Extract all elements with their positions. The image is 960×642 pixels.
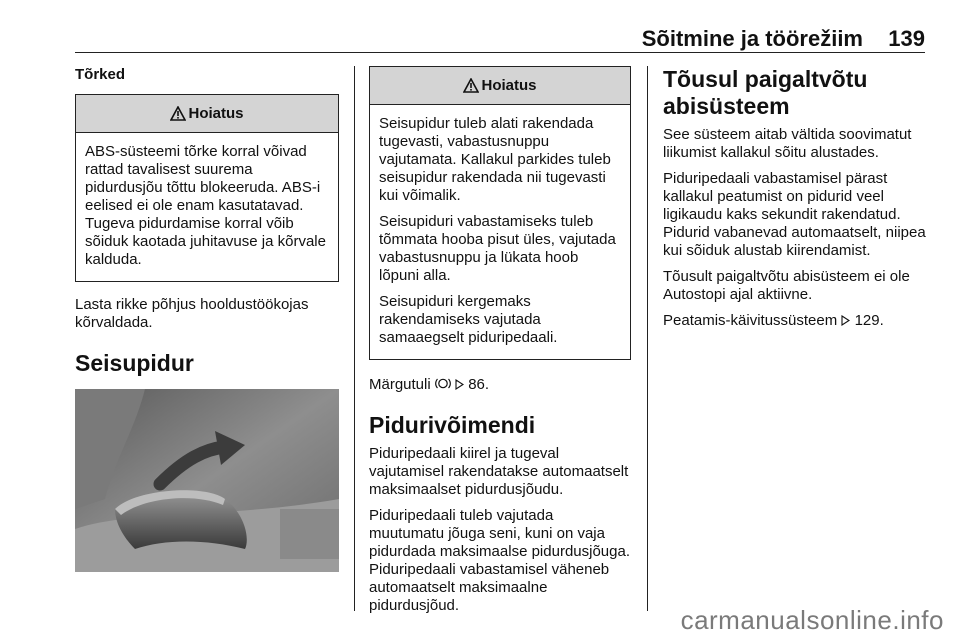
crossref-paragraph: [663, 312, 927, 330]
indicator-page[interactable]: 86.: [468, 376, 490, 393]
parking-brake-photo: [75, 389, 339, 572]
brake-indicator-icon: [435, 377, 451, 390]
warning-paragraph: Seisupidur tuleb alati rakendada tugevasti, vabastusnuppu vajutamata. Kallakul parkides tuleb seisupidur rakendada nii tugevasti kui võimalik.: [379, 115, 611, 204]
watermark: carmanualsonline.info: [680, 605, 944, 635]
section-heading: Seisupidur: [75, 350, 194, 376]
section-subheading: Tõrked: [75, 66, 126, 83]
warning-text: ABS-süsteemi tõrke korral võivad rattad tavalisest suurema pidurdusjõu tõttu blokeeruda. ABS-i eelised ei ole enam kasutatavad. Tugeva pidurdamise korral võib sõiduk kaotada juhitavuse ja kõrvale kalduda.: [85, 143, 326, 268]
column-3: [663, 66, 927, 338]
warning-header: [76, 95, 338, 133]
header-divider: [75, 52, 925, 53]
column-2: [369, 66, 631, 623]
column-divider: [354, 66, 355, 611]
warning-title: Hoiatus: [188, 105, 244, 122]
warning-paragraph: Seisupiduri vabastamiseks tuleb tõmmata hooba pisut üles, vajutada vabastusnuppu ja lükata hoob lõpuni alla.: [379, 213, 616, 284]
paragraph: Piduripedaali tuleb vajutada muutumatu jõuga seni, kuni on vaja pidurdada maksimaalse pidurdusjõuga. Piduripedaali vabastamisel väheneb automaatselt maksimaalne pidurdusjõud.: [369, 507, 630, 614]
header-title: Sõitmine ja töörežiim: [641, 26, 863, 51]
paragraph: Piduripedaali kiirel ja tugeval vajutamisel rakendatakse automaatselt maksimaalset pidurdusjõudu.: [369, 445, 629, 498]
warning-triangle-icon: [170, 106, 186, 121]
crossref-page[interactable]: 129.: [854, 312, 884, 329]
column-divider: [647, 66, 648, 611]
paragraph: See süsteem aitab vältida soovimatut liikumist kallakul sõitu alustades.: [663, 126, 912, 161]
crossref-label: Peatamis-käivitussüsteem: [663, 312, 838, 329]
page-header: [75, 26, 925, 50]
warning-paragraph: Seisupiduri kergemaks rakendamiseks vajutada samaaegselt piduripedaali.: [379, 293, 558, 346]
section-heading: Pidurivõimendi: [369, 412, 536, 438]
indicator-label: Märgutuli: [369, 376, 431, 393]
warning-box: [75, 94, 339, 282]
paragraph: Lasta rikke põhjus hooldustöökojas kõrvaldada.: [75, 296, 309, 331]
warning-triangle-icon: [463, 78, 479, 93]
paragraph: Piduripedaali vabastamisel pärast kallakul peatumist on pidurid veel ligikaudu kaks sekundit rakendatud. Pidurid vabanevad automaatselt, niipea kui sõiduk alustab kiirendamist.: [663, 170, 926, 259]
paragraph: Tõusult paigaltvõtu abisüsteem ei ole Autostopi ajal aktiivne.: [663, 268, 910, 303]
crossref-arrow-icon: [841, 315, 850, 326]
warning-title: Hoiatus: [481, 77, 537, 94]
crossref-arrow-icon: [455, 379, 464, 390]
column-1: [75, 66, 339, 572]
warning-box: [369, 66, 631, 360]
section-heading: Tõusul paigaltvõtu abisüsteem: [663, 66, 868, 119]
page-number: 139: [888, 26, 925, 51]
indicator-reference: [369, 376, 631, 394]
warning-header: [370, 67, 630, 105]
